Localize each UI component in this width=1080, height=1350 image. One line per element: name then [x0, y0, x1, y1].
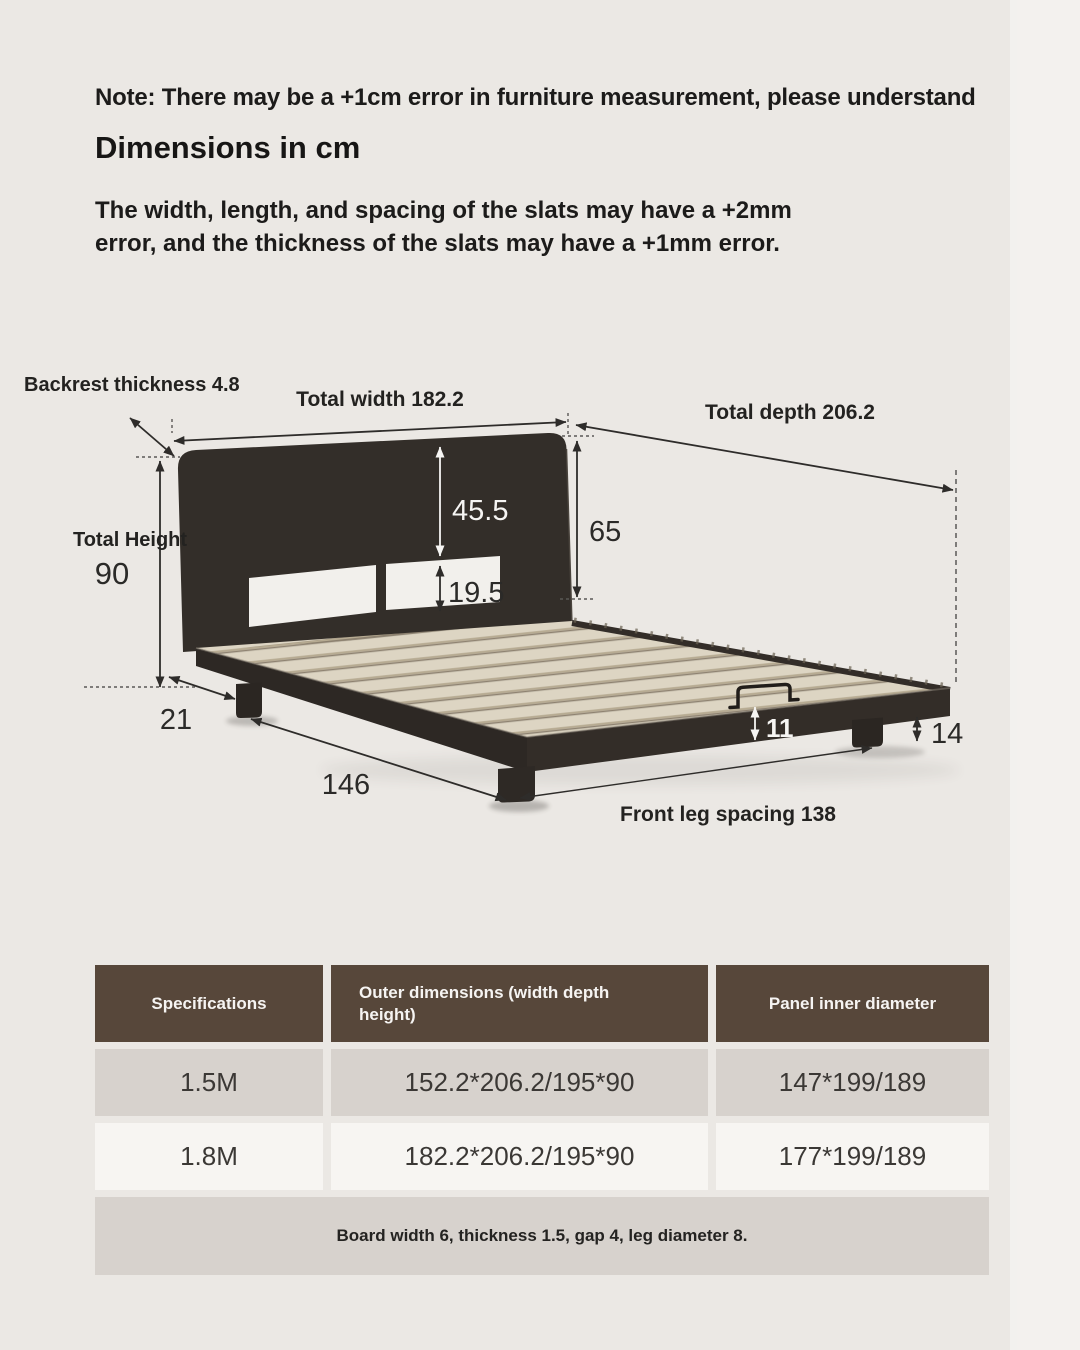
leg-height-value: 14 [931, 718, 964, 750]
headboard-upper-value: 45.5 [452, 495, 509, 527]
table-row-1-panel: 147*199/189 [716, 1049, 989, 1116]
table-row-1-spec: 1.5M [95, 1049, 323, 1116]
total-depth-label: Total depth 206.2 [705, 401, 875, 424]
rail-height-value: 11 [766, 713, 794, 743]
spec-table-header-specifications: Specifications [95, 965, 323, 1042]
headboard-lower-value: 19.5 [448, 577, 505, 609]
slats-tolerance-line1: The width, length, and spacing of the slats may have a +2mm [95, 197, 792, 224]
total-height-label: Total Height [72, 529, 188, 551]
page-title: Dimensions in cm [95, 130, 361, 165]
front-leg-spacing-label: Front leg spacing 138 [620, 803, 836, 826]
table-footnote: Board width 6, thickness 1.5, gap 4, leg diameter 8. [95, 1197, 989, 1275]
table-row-2-outer: 182.2*206.2/195*90 [331, 1123, 708, 1190]
spec-table-header-outer-dimensions: Outer dimensions (width depth height) [331, 965, 708, 1042]
leg-inset-arrow [169, 677, 235, 699]
slats-tolerance-note [95, 194, 875, 260]
total-width-label: Total width 182.2 [296, 388, 464, 411]
bed-dimension-diagram [0, 340, 1080, 860]
table-row-2-spec: 1.8M [95, 1123, 323, 1190]
slats-tolerance-line2: error, and the thickness of the slats may have a +1mm error. [95, 230, 780, 257]
measurement-note: Note: There may be a +1cm error in furniture measurement, please understand [95, 84, 976, 111]
side-rail-value: 146 [321, 769, 371, 801]
back-left-leg [236, 683, 262, 719]
table-row-1-outer: 152.2*206.2/195*90 [331, 1049, 708, 1116]
total-height-value: 90 [94, 556, 130, 591]
front-right-leg [852, 718, 883, 748]
spec-table-header-panel-inner-diameter: Panel inner diameter [716, 965, 989, 1042]
leg-inset-value: 21 [159, 704, 193, 736]
headboard [178, 433, 572, 652]
total-depth-arrow [576, 425, 953, 490]
backrest-thickness-label: Backrest thickness 4.8 [24, 374, 240, 396]
headboard-height-value: 65 [589, 516, 622, 548]
backrest-thickness-arrow [130, 418, 174, 456]
spec-table [95, 965, 989, 1275]
table-row-2-panel: 177*199/189 [716, 1123, 989, 1190]
